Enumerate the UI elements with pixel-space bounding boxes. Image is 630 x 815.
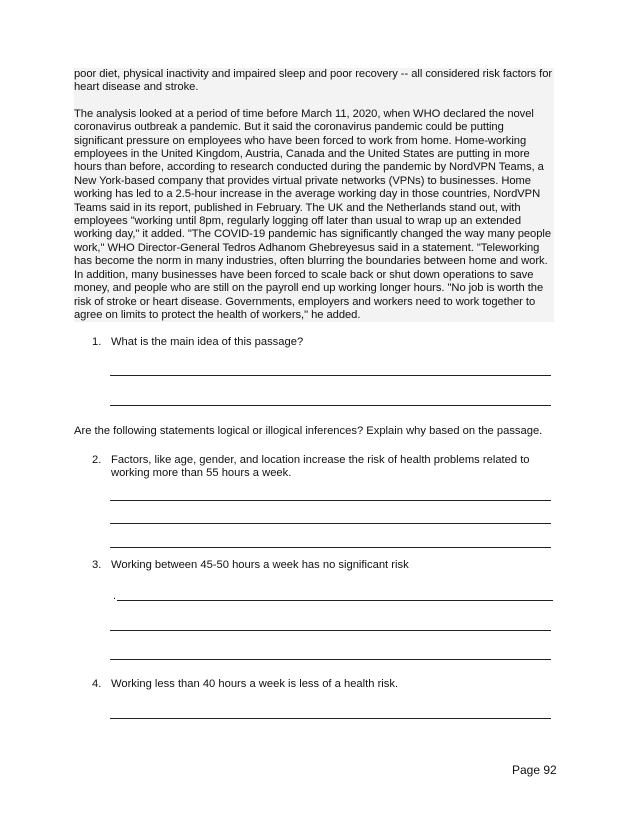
question-4-text: Working less than 40 hours a week is less of a health risk.	[111, 678, 399, 690]
answer-line-2c[interactable]	[110, 547, 551, 548]
passage-paragraph-1: poor diet, physical inactivity and impaired sleep and poor recovery -- all considered risk factors for heart disease and stroke.	[74, 68, 553, 94]
reading-passage	[74, 68, 554, 322]
answer-line-3a[interactable]	[117, 600, 553, 601]
page-number: Page 92	[512, 763, 557, 777]
answer-line-2b[interactable]	[110, 523, 551, 524]
answer-line-1a[interactable]	[110, 375, 551, 376]
question-2-number: 2.	[92, 454, 102, 466]
answer-line-1b[interactable]	[110, 405, 551, 406]
question-4-number: 4.	[92, 678, 102, 690]
answer-line-2a[interactable]	[110, 500, 551, 501]
question-2-text: Factors, like age, gender, and location increase the risk of health problems related to working more than 55 hours a week.	[111, 454, 530, 480]
question-3-text: Working between 45-50 hours a week has no significant risk	[111, 559, 409, 571]
question-1-text: What is the main idea of this passage?	[111, 336, 304, 348]
question-3-number: 3.	[92, 559, 102, 571]
answer-line-3b[interactable]	[110, 630, 551, 631]
question-1-number: 1.	[92, 336, 102, 348]
passage-paragraph-2: The analysis looked at a period of time before March 11, 2020, when WHO declared the novel coronavirus outbreak a pandemic. But it said the coronavirus pandemic could be putting significant pressure on employees who have been forced to work from home. Home-working employees in the United Kingdom, Austria, Canada and the United States are putting in more hours than before, according to research conducted during the pandemic by NordVPN Teams, a New York-based company that provides virtual private networks (VPNs) to businesses. Home working has led to a 2.5-hour increase in the average working day in those countries, NordVPN Teams said in its report, published in February. The UK and the Netherlands stand out, with employees "working until 8pm, regularly logging off later than usual to wrap up an extended working day," it added. "The COVID-19 pandemic has significantly changed the way many people work," WHO Director-General Tedros Adhanom Ghebreyesus said in a statement. "Teleworking has become the norm in many industries, often blurring the boundaries between home and work. In addition, many businesses have been forced to scale back or shut down operations to save money, and people who are still on the payroll end up working longer hours. "No job is worth the risk of stroke or heart disease. Governments, employers and workers need to work together to agree on limits to protect the health of workers," he added.	[74, 107, 552, 321]
inference-instructions: Are the following statements logical or illogical inferences? Explain why based on the passage.	[74, 425, 543, 437]
stray-period-mark: .	[113, 590, 117, 602]
answer-line-4a[interactable]	[110, 718, 551, 719]
answer-line-3c[interactable]	[110, 659, 551, 660]
